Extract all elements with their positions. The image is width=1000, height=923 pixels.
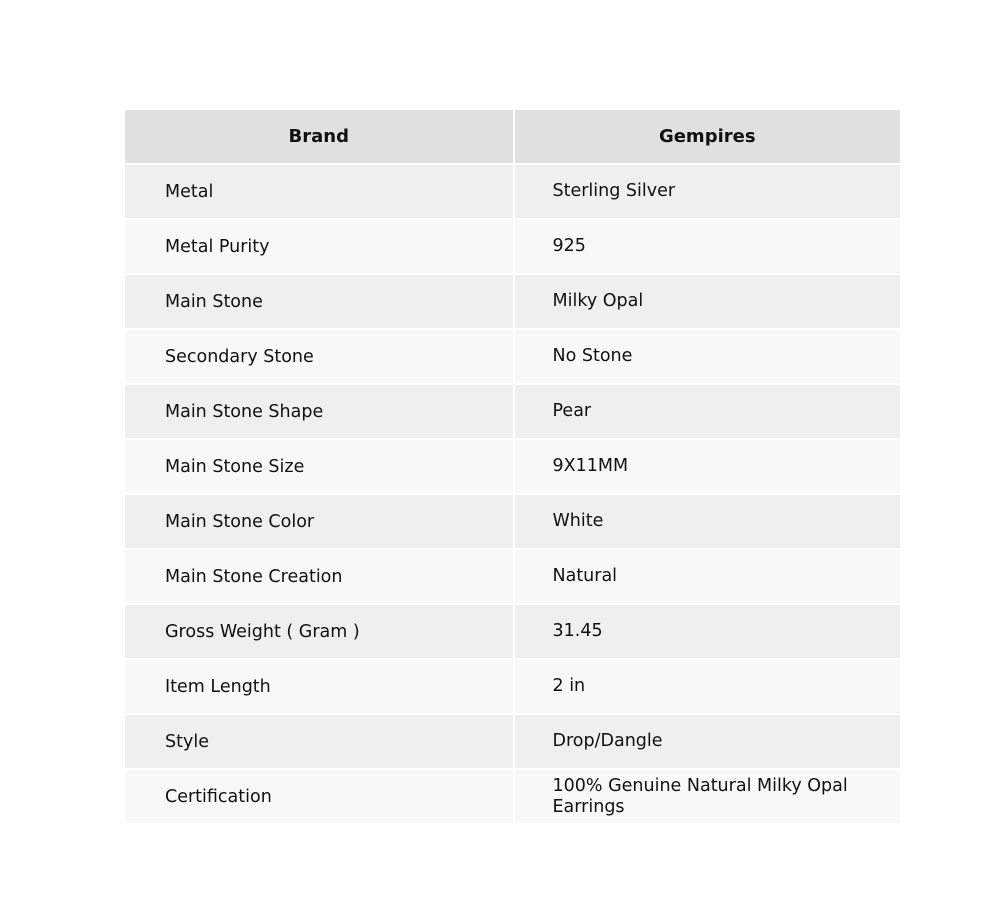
table-row-gross-weight [125,605,900,660]
table-row-item-length [125,660,900,715]
table-header-row [125,110,900,165]
row-label: Main Stone Shape [125,385,513,440]
table-row-main-stone-creation [125,550,900,605]
row-label: Metal [125,165,513,220]
row-value: White [513,495,901,550]
table-row-certification [125,770,900,825]
row-label: Secondary Stone [125,330,513,385]
row-value: Natural [513,550,901,605]
row-value: 9X11MM [513,440,901,495]
product-spec-table [125,110,900,825]
table-row-main-stone [125,275,900,330]
row-value: 100% Genuine Natural Milky Opal Earrings [513,770,901,825]
row-label: Gross Weight ( Gram ) [125,605,513,660]
row-label: Metal Purity [125,220,513,275]
row-label: Style [125,715,513,770]
header-gempires: Gempires [513,110,901,165]
row-label: Main Stone Size [125,440,513,495]
table-row-main-stone-shape [125,385,900,440]
row-label: Main Stone Color [125,495,513,550]
row-value: 2 in [513,660,901,715]
table-row-main-stone-size [125,440,900,495]
header-brand: Brand [125,110,513,165]
row-value: 31.45 [513,605,901,660]
row-value: Drop/Dangle [513,715,901,770]
row-value: Pear [513,385,901,440]
table-row-main-stone-color [125,495,900,550]
row-value: 925 [513,220,901,275]
row-label: Main Stone Creation [125,550,513,605]
row-label: Certification [125,770,513,825]
table-row-secondary-stone [125,330,900,385]
table-row-metal-purity [125,220,900,275]
table-row-metal [125,165,900,220]
table-row-style [125,715,900,770]
row-value: Milky Opal [513,275,901,330]
row-value: No Stone [513,330,901,385]
row-label: Item Length [125,660,513,715]
row-label: Main Stone [125,275,513,330]
row-value: Sterling Silver [513,165,901,220]
